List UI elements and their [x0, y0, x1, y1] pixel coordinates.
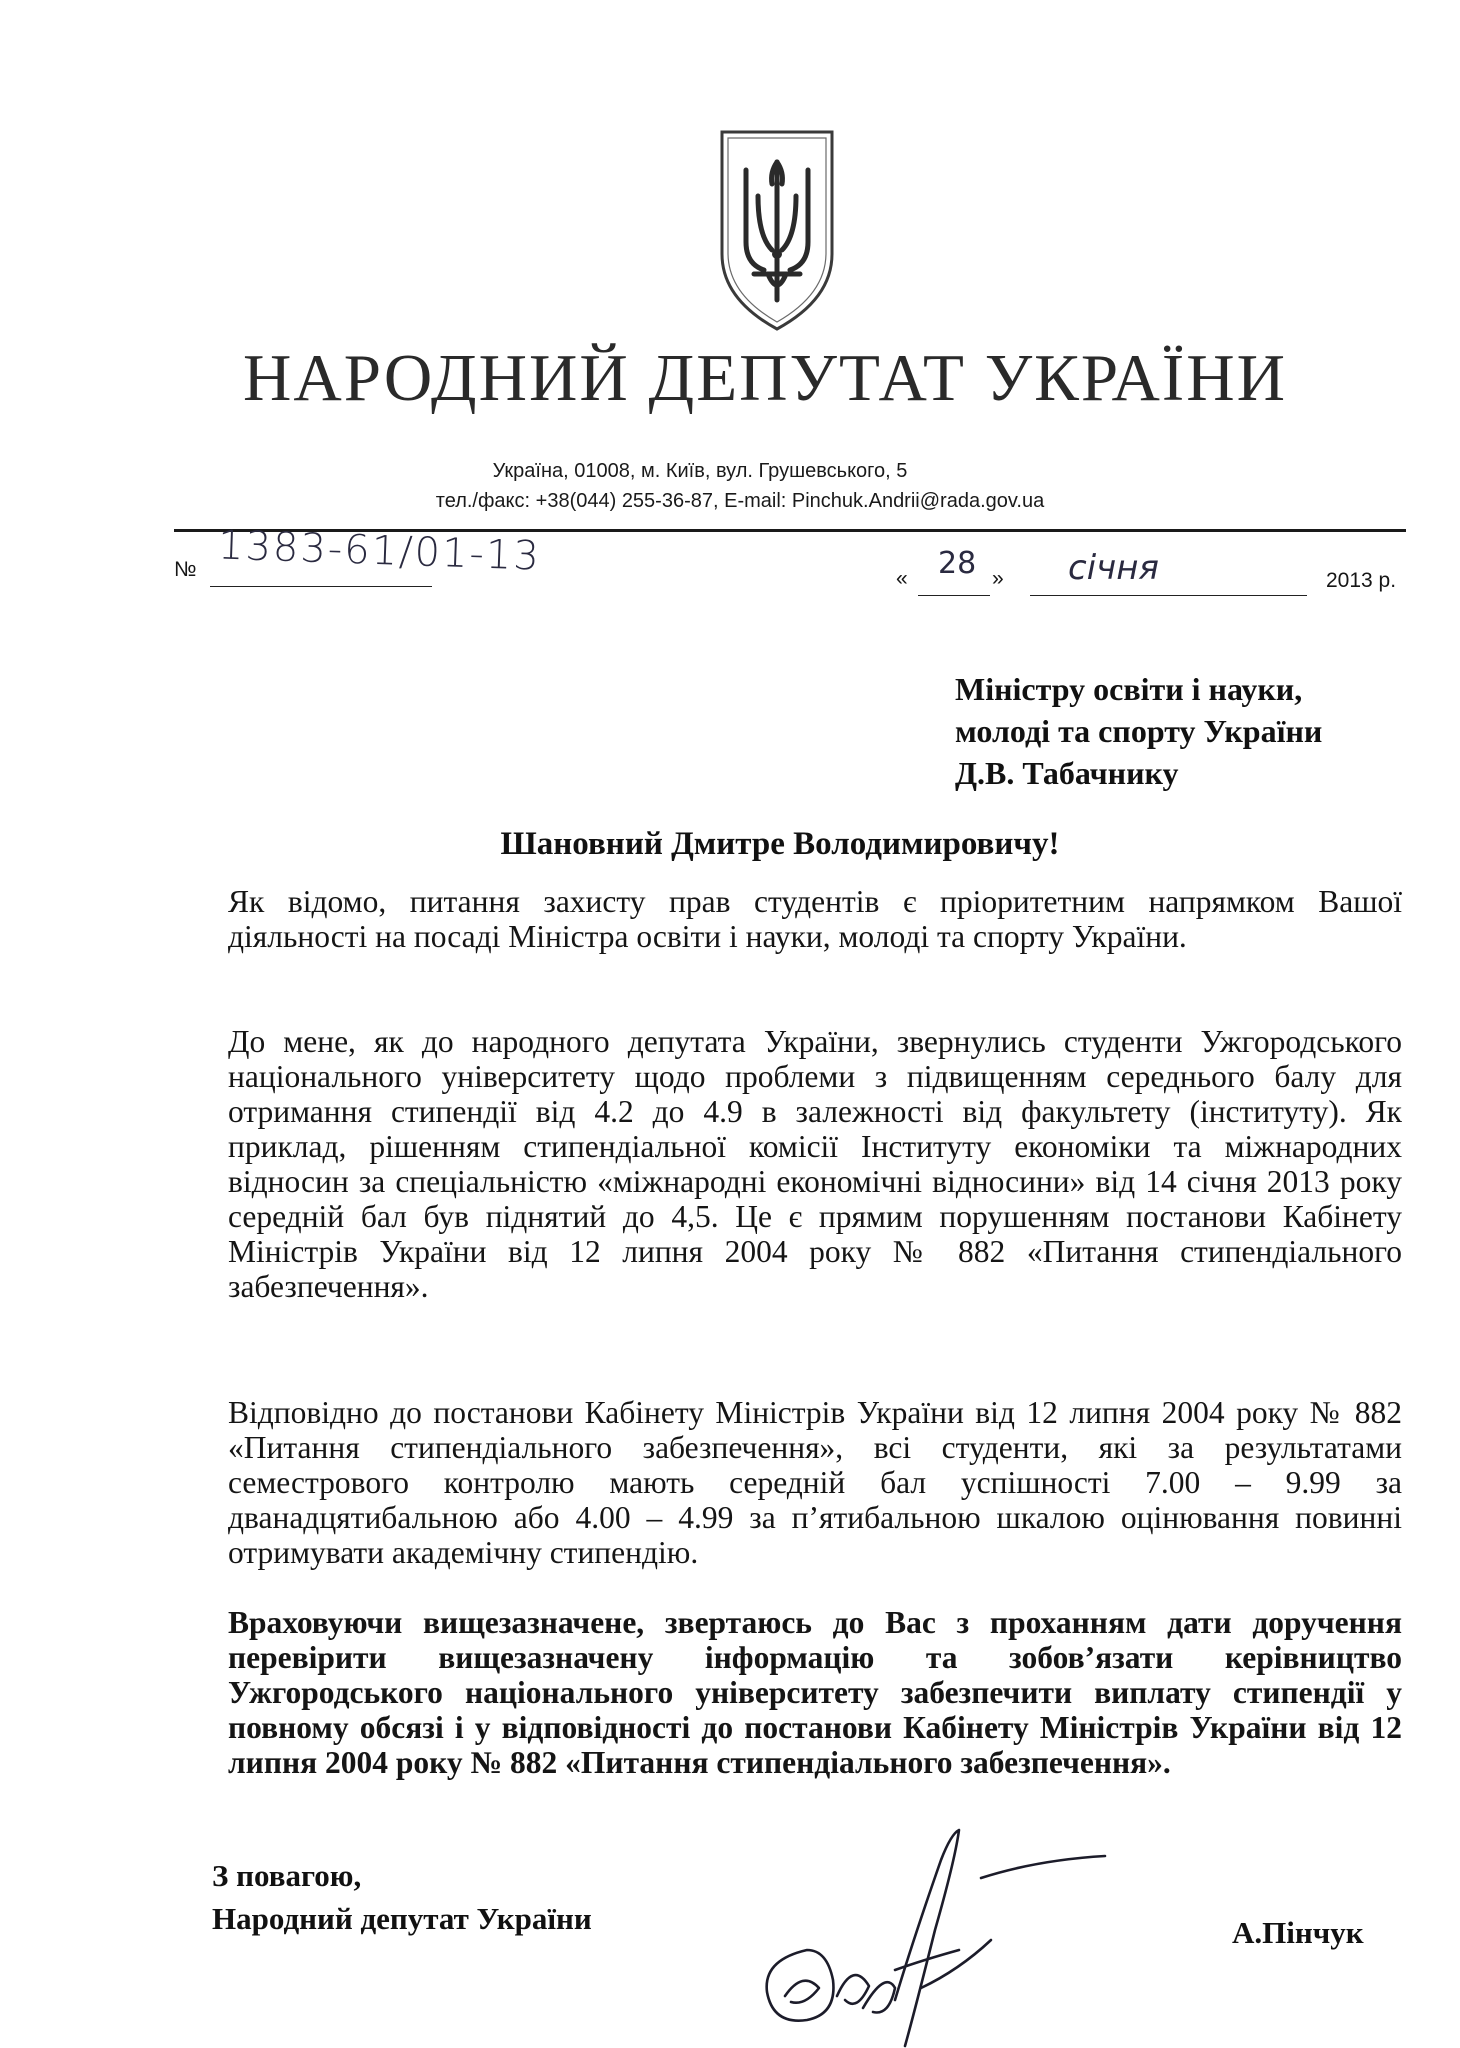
salutation: Шановний Дмитре Володимировичу! [500, 826, 1060, 862]
date-open-quote: « [896, 567, 908, 590]
handwritten-signature-icon [745, 1820, 1125, 2048]
body-paragraph-1: Як відомо, питання захисту прав студентів є пріоритетним напрямком Вашої діяльності на посаді Міністра освіти і науки, молоді та спорту України. [228, 884, 1402, 954]
registration-number-label: № [174, 558, 197, 581]
signer-name: А.Пінчук [1232, 1915, 1364, 1950]
date-year: 2013 р. [1326, 569, 1397, 592]
addressee-line-1: Міністру освіти і науки, [955, 671, 1303, 707]
date-day-underline [918, 595, 990, 596]
body-paragraph-request: Враховуючи вищезазначене, звертаюсь до Вас з проханням дати доручення перевірити вищезазначену інформацію та зобов’язати керівництво Ужгородського національного університету забезпечити виплату стипендії у повному обсязі і у відповідності до постанови Кабінету Міністрів України від 12 липня 2004 року № 882 «Питання стипендіального забезпечення». [228, 1605, 1402, 1780]
date-close-quote: » [992, 567, 1004, 590]
trident-coat-of-arms-icon [712, 124, 842, 334]
date-day: 28 [938, 546, 977, 581]
body-paragraph-2: До мене, як до народного депутата України, звернулись студенти Ужгородського національного університету щодо проблеми з підвищенням середнього балу для отримання стипендії від 4.2 до 4.9 в залежності від факультету (інституту). Як приклад, рішенням стипендіальної комісії Інституту економіки та міжнародних відносин за спеціальністю «міжнародні економічні відносини» від 14 січня 2013 року середній бал був піднятий до 4,5. Це є прямим порушенням постанови Кабінету Міністрів України від 12 липня 2004 року № 882 «Питання стипендіального забезпечення». [228, 1024, 1402, 1304]
date-month-underline [1030, 595, 1307, 596]
closing-position: Народний депутат України [212, 1901, 592, 1936]
letterhead-title: НАРОДНИЙ ДЕПУТАТ УКРАЇНИ [242, 341, 1287, 415]
addressee-line-3: Д.В. Табачнику [955, 755, 1179, 791]
addressee-block [955, 668, 1322, 794]
letterhead-address: Україна, 01008, м. Київ, вул. Грушевського, 5 [492, 460, 908, 482]
registration-number: 1383-61/01-13 [217, 522, 542, 580]
closing-regards: З повагою, [212, 1858, 362, 1893]
closing-block [212, 1854, 592, 1940]
letterhead-contacts: тел./факс: +38(044) 255-36-87, E-mail: Pinchuk.Andrii@rada.gov.ua [435, 490, 1045, 512]
addressee-line-2: молоді та спорту України [955, 713, 1323, 749]
date-month: січня [1068, 548, 1159, 588]
registration-number-underline [210, 586, 432, 587]
body-paragraph-3: Відповідно до постанови Кабінету Міністрів України від 12 липня 2004 року № 882 «Питання стипендіального забезпечення», всі студенти, які за результатами семестрового контролю мають середній бал успішності 7.00 – 9.99 за дванадцятибальною або 4.00 – 4.99 за п’ятибальною шкалою оцінювання повинні отримувати академічну стипендію. [228, 1395, 1402, 1570]
